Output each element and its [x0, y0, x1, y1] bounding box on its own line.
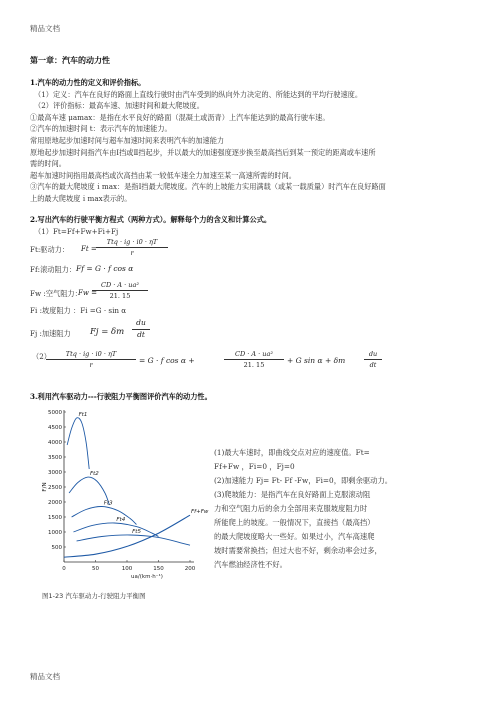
resistance-curve	[64, 515, 190, 557]
fw-label: Fw :空气阻力：	[30, 289, 82, 298]
q1-line: 上的最大爬坡度ｉmax表示的。	[30, 194, 132, 203]
q1-line: 原地起步加速时间指汽车由Ⅰ挡或Ⅱ挡起步，并以最大的加速强度逐步换至最高挡后到某一预定的距离或车速所	[30, 148, 376, 157]
fw-fraction-bar	[92, 290, 148, 291]
fj-lhs: Fj = δm	[90, 327, 125, 337]
fw-numerator: CD · A · ua²	[101, 281, 139, 289]
chart-caption: 图1-23 汽车驱动力-行驶阻力平衡图	[42, 592, 146, 600]
ff-label: Ff:滚动阻力：	[30, 265, 77, 274]
y-tick-label: 4500	[48, 425, 62, 431]
series-label: Ft5	[132, 529, 141, 535]
eq2-middle: = G · f cos α +	[139, 356, 195, 365]
q1-line: ①最高车速 μamax：是指在水平良好的路面（混凝土或沥青）上汽车能达到的最高行驶车速。	[30, 113, 330, 122]
fj-denominator: dt	[137, 330, 145, 339]
y-tick-label: 4000	[48, 440, 62, 446]
eq2-plus: + G sin α + δm	[287, 356, 346, 365]
note-line: (1)最大车速时，即曲线交点对应的速度值。Ft=	[214, 448, 370, 457]
eq2-fw-numerator: CD · A · ua²	[235, 350, 273, 358]
q1-line: ③汽车的最大爬坡度ｉmax：是指Ⅰ挡最大爬坡度。汽车的上坡能力实用满载（或某一载质量）时汽车在良好路面	[30, 182, 386, 191]
note-line: 力和空气阻力后的余力全部用来克服坡度阻力时	[214, 504, 368, 513]
ft-label: Ft:驱动力：	[30, 245, 70, 254]
x-tick-label: 50	[92, 566, 99, 572]
note-line: (2)加速能力 Fj= Ft- Ff -Fw，Fi=0，即剩余驱动力。	[214, 476, 393, 485]
fw-lhs: Fw =	[78, 289, 97, 297]
traction-curve	[73, 523, 158, 537]
q1-line: （2）评价指标：最高车速、加速时间和最大爬坡度。	[34, 101, 204, 110]
q1-line: 需的时间。	[30, 159, 66, 168]
x-tick-label: 100	[121, 566, 133, 572]
ft-numerator: Ttq · ig · i0 · ηT	[106, 238, 158, 246]
note-line: Ff+Fw ，Fi=0 ，Fj=0	[214, 462, 295, 471]
fi-label: Fi :坡度阻力 ：Fi =G · sin α	[30, 306, 127, 315]
note-line: 汽车燃油经济性不好。	[214, 560, 287, 569]
q1-line: 常用原地起步加速时间与超车加速时间来表明汽车的加速能力	[30, 136, 225, 145]
fj-numerator: du	[136, 318, 146, 327]
y-tick-label: 1500	[48, 515, 62, 521]
page-footer: 精品文档	[30, 672, 60, 681]
eq2-dt: dt	[369, 361, 377, 369]
note-line: (3)爬坡能力：是指汽车在良好路面上克服滚动阻	[214, 490, 371, 499]
q1-title: 1.汽车的动力性的定义和评价指标。	[30, 78, 146, 87]
q1-line: 超车加速时间指用最高档或次高挡由某一较低车速全力加速至某一高速所需的时间。	[30, 171, 296, 180]
traction-curve	[72, 506, 137, 524]
ff-formula: Ff = G · f cos α	[76, 264, 134, 273]
note-line: 的最大爬坡度略大一些好。如果过小，汽车高速爬	[214, 532, 375, 541]
eq2-du: du	[368, 350, 378, 358]
ft-fraction-bar	[96, 247, 168, 248]
chapter-title: 第一章：汽车的动力性	[30, 55, 110, 65]
q2-title: 2.写出汽车的行驶平衡方程式（两种方式）。解释每个力的含义和计算公式。	[30, 215, 272, 224]
eq2-fw-denominator: 21. 15	[243, 361, 265, 369]
y-axis-label: F/N	[42, 482, 48, 492]
traction-balance-chart	[40, 404, 209, 592]
eq2-fraction-bar	[46, 359, 136, 360]
q1-line: （1）定义：汽车在良好的路面上直线行驶时由汽车受到的纵向外力决定的、所能达到的平均行驶速度。	[34, 90, 363, 99]
x-axis-label: ua/(km·h⁻¹)	[131, 574, 163, 580]
q1-line: ②汽车的加速时间 t：表示汽车的加速能力。	[30, 124, 172, 133]
x-tick-label: 200	[184, 566, 196, 572]
y-tick-label: 3000	[48, 470, 62, 476]
eq2-ft-numerator: Ttq · ig · i0 · ηT	[65, 350, 117, 358]
ft-denominator: r	[130, 249, 134, 257]
y-tick-label: 5000	[48, 410, 62, 416]
page-header: 精品文档	[30, 24, 60, 33]
eq2-du-bar	[364, 359, 382, 360]
ft-lhs: Ft =	[81, 245, 97, 253]
fw-denominator: 21. 15	[109, 292, 131, 300]
series-label: Ft3	[103, 500, 113, 507]
x-tick-label: 0	[62, 566, 66, 572]
series-label: Ft4	[116, 517, 126, 523]
note-line: 所能爬上的坡度。一般情况下，直接挡（最高挡）	[214, 518, 375, 527]
fj-label: Fj :加速阻力	[30, 329, 71, 338]
x-tick-label: 150	[153, 566, 164, 572]
eq2-fw-bar	[224, 359, 284, 360]
y-tick-label: 1000	[48, 530, 62, 536]
y-tick-label: 2000	[48, 500, 62, 506]
eq2-label: （2）	[32, 352, 51, 361]
traction-curve	[67, 418, 89, 469]
eq1: （1）Ft=Ff+Fw+Fi+Fj	[34, 227, 119, 236]
y-tick-label: 2500	[48, 485, 62, 491]
y-tick-label: 500	[51, 545, 62, 551]
series-label: Ff+Fw	[191, 509, 209, 516]
series-label: Ft2	[89, 471, 99, 478]
y-tick-label: 3500	[48, 455, 62, 461]
q3-title: 3.利用汽车驱动力---行驶阻力平衡图评价汽车的动力性。	[30, 392, 212, 401]
note-line: 坡时需要常换挡；但过大也不好，剩余动率会过多，	[214, 546, 382, 555]
series-label: Ft1	[78, 412, 88, 418]
eq2-ft-denominator: r	[89, 361, 93, 369]
